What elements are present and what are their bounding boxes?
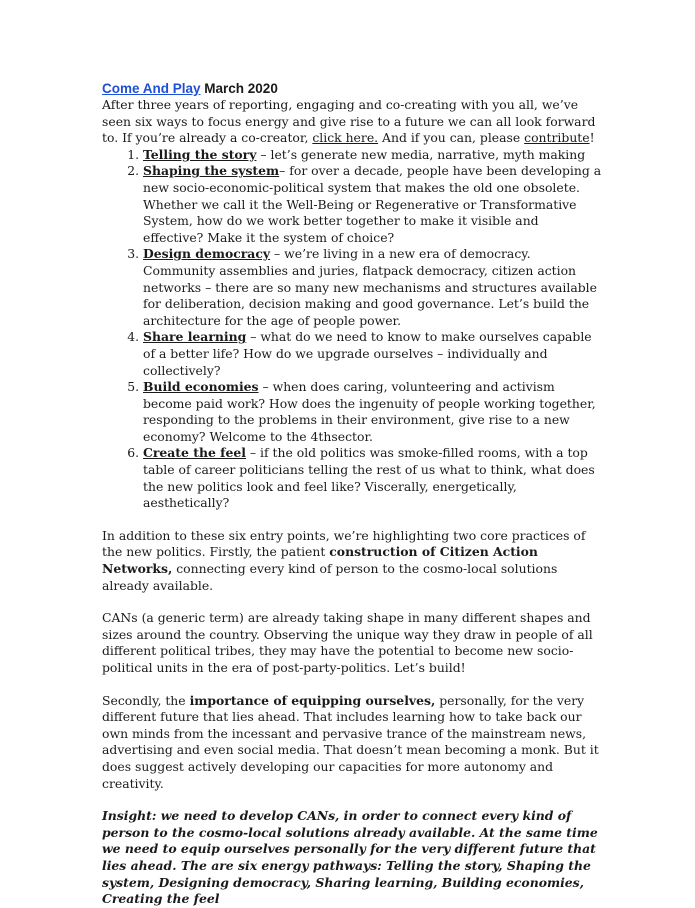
list-item-title: Design democracy — [143, 246, 271, 262]
list-item — [143, 329, 602, 379]
come-and-play-link[interactable]: Come And Play — [102, 81, 201, 96]
insight-paragraph: Insight: we need to develop CANs, in order to connect every kind of person to the cosmo-local solutions already available. At the same time we need to equip ourselves personally for the very different future that lies ahead. The are six energy pathways: Telling the story, Shaping the system, Designing democracy, Sharing learning, Building economies, Creating the feel — [102, 808, 598, 907]
list-item-text: – let’s generate new media, narrative, myth making — [256, 146, 586, 162]
heading-date: March 2020 — [200, 81, 278, 96]
list-item-title: Shaping the system — [143, 163, 280, 179]
list-item — [143, 445, 602, 511]
entry-points-list — [102, 147, 602, 512]
document-page — [102, 80, 602, 908]
list-item-title: Build economies — [143, 379, 259, 395]
citizen-action-networks-paragraph — [102, 528, 602, 594]
list-item — [143, 147, 602, 164]
para1-bold-phrase: construction of Citizen Action Networks, — [102, 544, 538, 577]
list-item-text: – if the old politics was smoke-filled rooms, with a top table of career politicians telling the rest of us what to think, what does the new politics look and feel like? Viscerally, energetically, aesthetically? — [143, 445, 595, 511]
para1-text-a: In addition to these six entry points, we’re highlighting two core practices of the new politics. Firstly, the patient — [102, 527, 586, 560]
para3-text-a: Secondly, the — [102, 692, 190, 708]
list-item-text: – what do we need to know to make ourselves capable of a better life? How do we upgrade ourselves – individually and collectively? — [143, 329, 592, 378]
intro-text-3: ! — [589, 130, 595, 146]
article-heading — [102, 80, 602, 97]
list-item — [143, 379, 602, 445]
para1-text-c: connecting every kind of person to the cosmo-local solutions already available. — [102, 561, 558, 593]
list-item-text: – for over a decade, people have been developing a new socio-economic-political system that makes the old one obsolete. Whether we call it the Well-Being or Regenerative or Transformative System, how do we work better together to make it visible and effective? Make it the system of choice? — [143, 163, 602, 245]
list-item-title: Create the feel — [143, 445, 246, 461]
intro-paragraph — [102, 97, 602, 147]
contribute-link[interactable]: contribute — [524, 130, 590, 146]
para3-text-c: personally, for the very different future that lies ahead. That includes learning how to take back our own minds from the incessant and pervasive trance of the mainstream news, advertising and even social media. That doesn’t mean becoming a monk. But it does suggest actively developing our capacities for more autonomy and creativity. — [102, 692, 599, 791]
intro-text-2: And if you can, please — [378, 130, 525, 146]
cans-paragraph: CANs (a generic term) are already taking shape in many different shapes and sizes around the country. Observing the unique way they draw in people of all different political tribes, they may have the potential to become new socio-political units in the era of post-party-politics. Let’s build! — [102, 610, 593, 675]
list-item-text: – when does caring, volunteering and activism become paid work? How does the ingenuity of people working together, responding to the problems in their environment, give rise to a new economy? Welcome to the 4thsector. — [143, 379, 596, 444]
intro-text-1: After three years of reporting, engaging and co-creating with you all, we’ve seen six ways to focus energy and give rise to a future we can all look forward to. If you’re already a co-creator, — [102, 97, 596, 146]
list-item — [143, 246, 602, 329]
list-item-text: – we’re living in a new era of democracy. Community assemblies and juries, flatpack democracy, citizen action networks – there are so many new mechanisms and structures available for deliberation, decision making and good governance. Let’s build the architecture for the age of people power. — [143, 246, 597, 328]
click-here-link[interactable]: click here. — [312, 130, 379, 146]
list-item-title: Telling the story — [143, 146, 257, 162]
para3-bold-phrase: importance of equipping ourselves, — [189, 692, 436, 708]
list-item — [143, 163, 602, 246]
equipping-ourselves-paragraph — [102, 693, 602, 793]
list-item-title: Share learning — [143, 329, 247, 345]
